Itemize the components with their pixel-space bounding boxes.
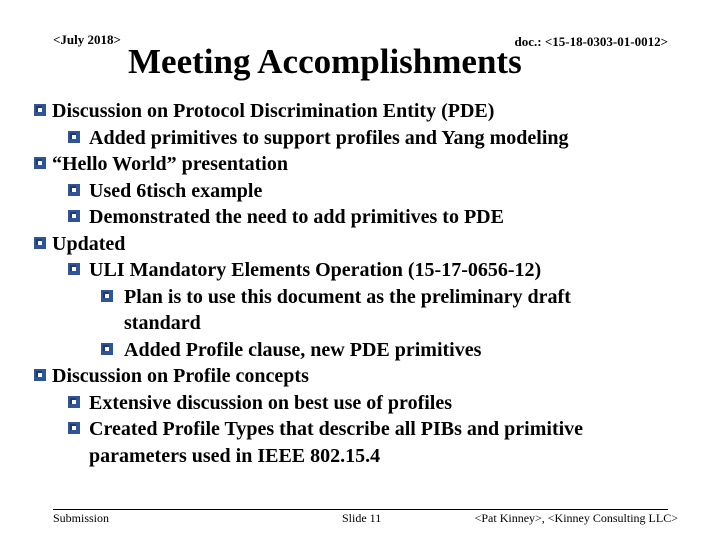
square-bullet-icon xyxy=(34,104,46,116)
bullet-text: Added primitives to support profiles and Yang modeling xyxy=(89,126,569,149)
bullet-text: standard xyxy=(124,312,201,334)
bullet-text: Discussion on Protocol Discrimination Entity (PDE) xyxy=(52,100,495,122)
bullet-item-level-3 xyxy=(0,337,720,364)
slide-title: Meeting Accomplishments xyxy=(128,42,522,81)
square-bullet-icon xyxy=(34,157,46,169)
square-bullet-icon xyxy=(68,396,80,408)
bullet-item-level-2 xyxy=(0,257,720,284)
bullet-text: Plan is to use this document as the preliminary draft xyxy=(124,285,571,308)
bullet-item-level-3 xyxy=(0,284,720,311)
bullet-text: Discussion on Profile concepts xyxy=(52,365,309,387)
header-doc-id: doc.: <15-18-0303-01-0012> xyxy=(514,34,668,49)
bullet-list xyxy=(0,98,720,469)
bullet-item-level-1 xyxy=(0,363,720,390)
bullet-text: Used 6tisch example xyxy=(89,179,263,202)
bullet-item-level-1 xyxy=(0,151,720,178)
square-bullet-icon xyxy=(68,210,80,222)
header-date: <July 2018> xyxy=(53,32,121,47)
bullet-item-level-2 xyxy=(0,178,720,205)
square-bullet-icon xyxy=(68,184,80,196)
footer-divider xyxy=(53,509,668,510)
bullet-text: Added Profile clause, new PDE primitives xyxy=(124,338,482,361)
bullet-text: ULI Mandatory Elements Operation (15-17-0656-12) xyxy=(89,259,542,281)
bullet-item-level-2 xyxy=(0,390,720,417)
square-bullet-icon xyxy=(68,131,80,143)
bullet-text: Demonstrated the need to add primitives to PDE xyxy=(89,206,504,228)
square-bullet-icon xyxy=(68,263,80,275)
square-bullet-icon xyxy=(101,343,113,355)
bullet-text: “Hello World” presentation xyxy=(52,153,288,175)
bullet-text: parameters used in IEEE 802.15.4 xyxy=(89,444,381,467)
bullet-text: Created Profile Types that describe all PIBs and primitive xyxy=(89,418,584,440)
bullet-item-level-2 xyxy=(0,204,720,231)
square-bullet-icon xyxy=(34,237,46,249)
bullet-item-level-1 xyxy=(0,98,720,125)
bullet-item-level-2 xyxy=(0,125,720,152)
bullet-item-level-2 xyxy=(0,416,720,443)
bullet-text: Updated xyxy=(52,232,126,255)
footer-slide-number: Slide 11 xyxy=(342,511,382,525)
square-bullet-icon xyxy=(101,290,113,302)
bullet-text: Extensive discussion on best use of profiles xyxy=(89,391,453,414)
square-bullet-icon xyxy=(34,369,46,381)
footer-author: <Pat Kinney>, <Kinney Consulting LLC> xyxy=(474,511,678,525)
bullet-item-level-2 xyxy=(0,443,720,470)
bullet-item-level-3 xyxy=(0,310,720,337)
bullet-item-level-1 xyxy=(0,231,720,258)
footer-submission: Submission xyxy=(53,511,110,525)
square-bullet-icon xyxy=(68,422,80,434)
